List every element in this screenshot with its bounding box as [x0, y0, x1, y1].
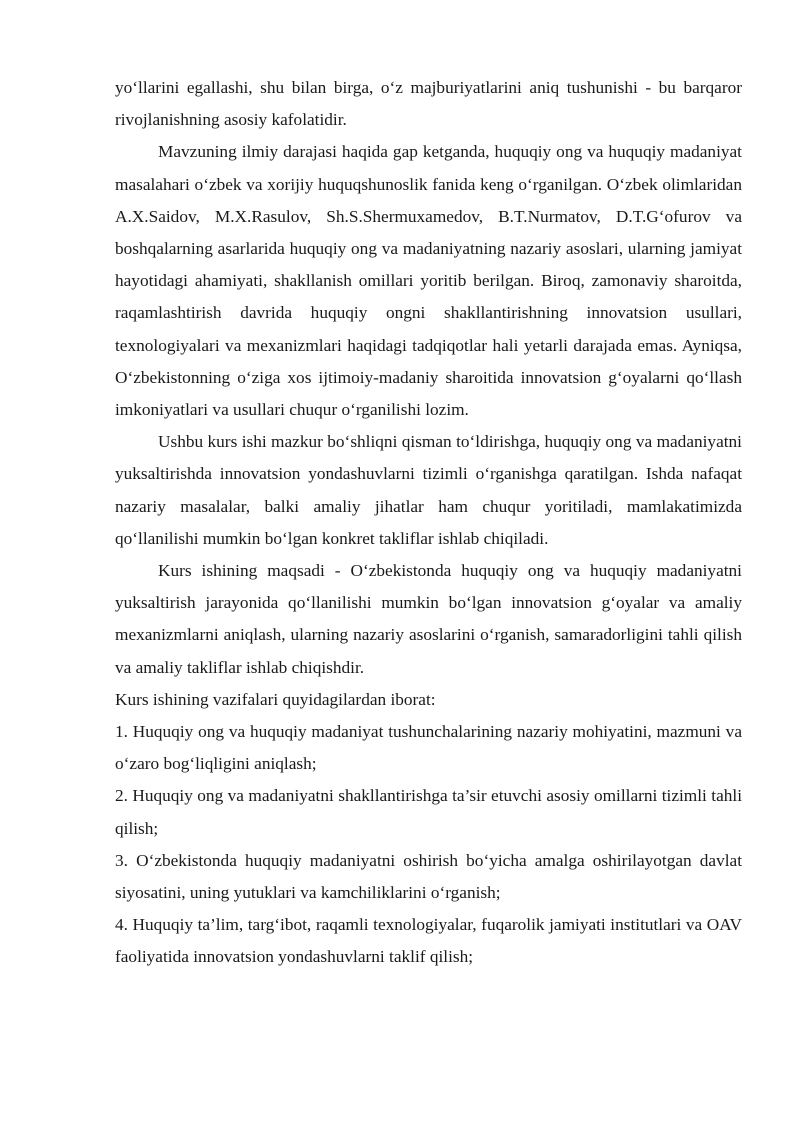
list-item-task-1: 1. Huquqiy ong va huquqiy madaniyat tushunchalarining nazariy mohiyatini, mazmuni va o‘zaro bog‘liqligini aniqlash;	[115, 722, 742, 774]
list-item-task-4: 4. Huquqiy ta’lim, targ‘ibot, raqamli texnologiyalar, fuqarolik jamiyati institutlari va OAV faoliyatida innovatsion yondashuvlarni taklif qilish;	[115, 915, 742, 967]
paragraph-tasks-heading: Kurs ishining vazifalari quyidagilardan iborat:	[115, 689, 436, 709]
paragraph-course-work-aim: Ushbu kurs ishi mazkur bo‘shliqni qisman to‘ldirishga, huquqiy ong va madaniyatni yuksaltirishda innovatsion yondashuvlarni tizimli o‘rganishga qaratilgan. Ishda nafaqat nazariy masalalar, balki amaliy jihatlar ham chuqur yoritiladi, mamlakatimizda qo‘llanilishi mumkin bo‘lgan konkret takliflar ishlab chiqiladi.	[115, 432, 742, 548]
paragraph-scientific-level: Mavzuning ilmiy darajasi haqida gap ketganda, huquqiy ong va huquqiy madaniyat masalahari o‘zbek va xorijiy huquqshunoslik fanida keng o‘rganilgan. O‘zbek olimlaridan A.X.Saidov, M.X.Rasulov, Sh.S.Shermuxamedov, B.T.Nurmatov, D.T.G‘ofurov va boshqalarning asarlarida huquqiy ong va madaniyatning nazariy asoslari, ularning jamiyat hayotidagi ahamiyati, shakllanish omillari yoritib berilgan. Biroq, zamonaviy sharoitda, raqamlashtirish davrida huquqiy ongni shakllantirishning innovatsion usullari, texnologiyalari va mexanizmlari haqidagi tadqiqotlar hali yetarli darajada emas. Ayniqsa, O‘zbekistonning o‘ziga xos ijtimoiy-madaniy sharoitida innovatsion g‘oyalarni qo‘llash imkoniyatlari va usullari chuqur o‘rganilishi lozim.	[115, 142, 742, 420]
list-item-task-2: 2. Huquqiy ong va madaniyatni shakllantirishga ta’sir etuvchi asosiy omillarni tizimli tahli qilish;	[115, 786, 742, 838]
list-item-task-3: 3. O‘zbekistonda huquqiy madaniyatni oshirish bo‘yicha amalga oshirilayotgan davlat siyosatini, uning yutuklari va kamchiliklarini o‘rganish;	[115, 850, 742, 903]
paragraph-intro-continuation: yo‘llarini egallashi, shu bilan birga, o‘z majburiyatlarini aniq tushunishi - bu barqaror rivojlanishning asosiy kafolatidir.	[115, 78, 742, 130]
document-page	[115, 72, 742, 974]
paragraph-goal: Kurs ishining maqsadi - O‘zbekistonda huquqiy ong va huquqiy madaniyatni yuksaltirish jarayonida qo‘llanilishi mumkin bo‘lgan innovatsion g‘oyalar va amaliy mexanizmlarni aniqlash, ularning nazariy asoslarini o‘rganish, samaradorligini tahli qilish va amaliy takliflar ishlab chiqishdir.	[115, 561, 742, 677]
